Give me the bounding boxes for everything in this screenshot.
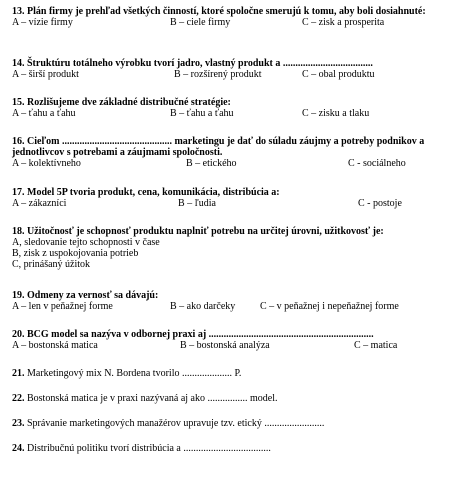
option-a: A – zákazníci: [12, 198, 67, 209]
option-b: B – ťahu a ťahu: [170, 108, 234, 119]
question-22: [12, 393, 442, 404]
option-a: A – len v peňažnej forme: [12, 301, 113, 312]
question-19: [12, 290, 442, 312]
answer-option-c: C, prinášaný úžitok: [12, 259, 91, 270]
question-number: 24.: [12, 443, 25, 454]
option-b: B – rozšírený produkt: [174, 69, 262, 80]
answer-options: [12, 340, 442, 351]
question-text: 20. BCG model sa nazýva v odbornej praxi aj ..................................................................: [12, 329, 374, 340]
option-c: C – matica: [354, 340, 398, 351]
question-14: [12, 58, 442, 80]
option-c: C - sociálneho: [348, 158, 406, 169]
option-a: A – ťahu a ťahu: [12, 108, 76, 119]
answer-options: [12, 69, 442, 80]
question-number: 23.: [12, 418, 25, 429]
option-c: C - postoje: [358, 198, 402, 209]
answer-options: [12, 198, 442, 209]
question-text: 14. Štruktúru totálneho výrobku tvorí jadro, vlastný produkt a ....................................: [12, 58, 373, 69]
answer-option-a: A, sledovanie tejto schopnosti v čase: [12, 237, 160, 248]
answer-option-b: B, zisk z uspokojovania potrieb: [12, 248, 139, 259]
question-text: 15. Rozlišujeme dve základné distribučné stratégie:: [12, 97, 231, 108]
answer-options: [12, 301, 442, 312]
question-24: [12, 443, 442, 454]
question-text: 19. Odmeny za vernosť sa dávajú:: [12, 290, 159, 301]
answer-options: [12, 158, 442, 169]
option-a: A – širší produkt: [12, 69, 79, 80]
question-text: 13. Plán firmy je prehľad všetkých činností, ktoré spoločne smerujú k tomu, aby boli dosiahnuté:: [12, 6, 426, 17]
option-a: A – kolektívneho: [12, 158, 81, 169]
option-b: B – ako darčeky: [170, 301, 236, 312]
question-17: [12, 187, 442, 209]
question-text: Distribučnú politiku tvorí distribúcia a ...................................: [24, 443, 271, 454]
option-b: B – ľudia: [178, 198, 216, 209]
question-text: 16. Cieľom ............................................ marketingu je dať do súladu záujmy a potreby podnikov a jednotlivcov s potrebami a záujmami spoločnosti.: [12, 136, 425, 158]
question-18: [12, 226, 442, 270]
option-c: C – v peňažnej i nepeňažnej forme: [260, 301, 399, 312]
option-b: B – ciele firmy: [170, 17, 231, 28]
question-15: [12, 97, 442, 119]
question-text: 17. Model 5P tvoria produkt, cena, komunikácia, distribúcia a:: [12, 187, 280, 198]
question-text: Bostonská matica je v praxi nazývaná aj ako ................ model.: [24, 393, 278, 404]
answer-options: [12, 108, 442, 119]
option-a: A – bostonská matica: [12, 340, 98, 351]
answer-options: [12, 17, 442, 28]
question-20: [12, 329, 442, 351]
question-number: 21.: [12, 368, 25, 379]
question-text: 18. Užitočnosť je schopnosť produktu naplniť potrebu na určitej úrovni, užitkovosť je:: [12, 226, 384, 237]
question-21: [12, 368, 442, 379]
option-c: C – zisku a tlaku: [302, 108, 370, 119]
question-text: Marketingový mix N. Bordena tvorilo .................... P.: [24, 368, 242, 379]
question-text: Správanie marketingových manažérov upravuje tzv. etický ........................: [24, 418, 325, 429]
option-c: C – obal produktu: [302, 69, 375, 80]
option-b: B – bostonská analýza: [180, 340, 270, 351]
question-16: [12, 136, 442, 169]
question-number: 22.: [12, 393, 25, 404]
option-a: A – vízie firmy: [12, 17, 73, 28]
option-b: B – etického: [186, 158, 237, 169]
question-23: [12, 418, 442, 429]
question-13: [12, 6, 442, 28]
option-c: C – zisk a prosperita: [302, 17, 385, 28]
